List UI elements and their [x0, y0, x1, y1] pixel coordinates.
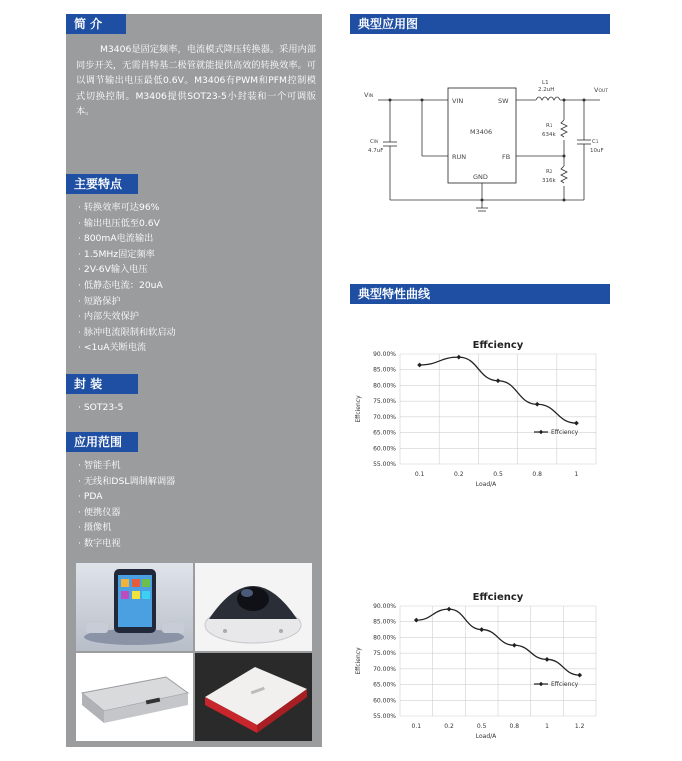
c1-sub: 1 — [595, 139, 599, 144]
apps-list — [78, 458, 175, 552]
package-list — [78, 400, 123, 416]
y-tick-label: 55.00% — [373, 713, 396, 720]
x-tick-label: 1 — [574, 471, 579, 478]
y-tick-label: 60.00% — [373, 697, 396, 705]
svg-text:CIN — [370, 139, 378, 145]
apps-title: 应用范围 — [66, 432, 138, 452]
application-circuit — [350, 70, 620, 220]
list-item: · 输出电压低至0.6V — [78, 216, 176, 232]
list-item: · 无线和DSL调制解调器 — [78, 474, 175, 490]
list-item: · 转换效率可达96% — [78, 200, 176, 216]
svg-text:VIN — [364, 91, 373, 99]
y-tick-label: 80.00% — [373, 382, 396, 390]
r2-sub: 2 — [549, 169, 553, 174]
r2-value: 316k — [542, 178, 556, 184]
l1-value: 2.2uH — [538, 87, 555, 93]
list-item: · 数字电视 — [78, 536, 175, 552]
svg-text:C1 — [592, 139, 599, 145]
list-item: · 内部失效保护 — [78, 309, 176, 325]
legend-label: Effciency — [551, 429, 579, 436]
vin-sub: IN — [368, 94, 374, 99]
product-photos — [76, 563, 312, 741]
y-tick-label: 90.00% — [373, 351, 396, 358]
r2-label: R — [546, 169, 550, 175]
pin-vin: VIN — [452, 97, 464, 105]
l1-label: L1 — [542, 80, 549, 86]
y-tick-label: 85.00% — [373, 618, 396, 626]
intro-title: 简 介 — [66, 14, 126, 34]
x-tick-label: 0.8 — [509, 723, 520, 730]
efficiency-chart-2 — [348, 588, 608, 748]
data-point — [545, 657, 550, 662]
efficiency-chart-1-svg — [348, 336, 608, 496]
r1-label: R — [546, 123, 550, 129]
x-tick-label: 0.2 — [444, 723, 454, 730]
y-axis-label: Effciency — [355, 395, 362, 423]
svg-text:VOUT — [594, 86, 608, 94]
data-point — [456, 355, 461, 360]
list-item: · SOT23-5 — [78, 400, 123, 416]
series-line — [420, 357, 577, 423]
y-tick-label: 80.00% — [373, 634, 396, 642]
package-title: 封 装 — [66, 374, 138, 394]
chart-title: Effciency — [472, 592, 524, 603]
x-tick-label: 0.1 — [414, 471, 425, 478]
x-tick-label: 0.5 — [493, 471, 503, 478]
list-item: · <1uA关断电流 — [78, 340, 176, 356]
x-tick-label: 1 — [545, 723, 549, 730]
y-tick-label: 65.00% — [373, 429, 396, 437]
data-point — [496, 378, 501, 383]
svg-text:R1 — [546, 123, 553, 129]
y-tick-label: 90.00% — [373, 603, 396, 610]
chip-name: M3406 — [470, 128, 493, 136]
features-list — [78, 200, 176, 356]
data-point — [447, 607, 452, 612]
cin-sub: IN — [373, 139, 379, 144]
data-point — [417, 363, 422, 368]
pin-gnd: GND — [473, 173, 488, 181]
camera-photo — [195, 563, 312, 651]
y-tick-label: 75.00% — [373, 398, 396, 406]
x-axis-label: Load/A — [475, 733, 497, 740]
x-tick-label: 0.8 — [532, 471, 542, 478]
vout-sub: OUT — [598, 89, 609, 94]
list-item: · 低静态电流：20uA — [78, 278, 176, 294]
pin-run: RUN — [452, 153, 467, 161]
left-panel — [66, 14, 322, 747]
efficiency-chart-2-svg — [348, 588, 608, 748]
pin-fb: FB — [502, 153, 511, 161]
y-tick-label: 75.00% — [373, 650, 396, 658]
svg-text:R2 — [546, 169, 553, 175]
legend-label: Effciency — [551, 681, 579, 688]
y-tick-label: 70.00% — [373, 665, 396, 673]
cin-value: 4.7uF — [368, 148, 384, 154]
phone-photo — [76, 563, 193, 651]
list-item: · 800mA电流输出 — [78, 231, 176, 247]
data-point — [512, 643, 517, 648]
list-item: · 智能手机 — [78, 458, 175, 474]
efficiency-chart-1 — [348, 336, 608, 496]
x-tick-label: 0.2 — [454, 471, 464, 478]
intro-text: M3406是固定频率，电流模式降压转换器。采用内部同步开关，无需肖特基二极管就能提供高效的转换效率。可以调节输出电压最低0.6V。M3406有PWM和PFM控制模式切换控制。M3406提供SOT23-5小封装和一个可调版本。 — [76, 44, 316, 117]
y-tick-label: 65.00% — [373, 681, 396, 689]
r1-value: 634k — [542, 132, 556, 138]
y-tick-label: 85.00% — [373, 366, 396, 374]
vin-label: V — [364, 91, 369, 99]
y-tick-label: 70.00% — [373, 413, 396, 421]
data-point — [574, 421, 579, 426]
tv-box-photo — [195, 653, 312, 741]
legend-marker — [539, 682, 543, 686]
curve-title: 典型特性曲线 — [350, 284, 610, 304]
x-tick-label: 0.1 — [411, 723, 422, 730]
list-item: · PDA — [78, 489, 175, 505]
modem-photo — [76, 653, 193, 741]
y-axis-label: Effciency — [355, 647, 362, 675]
features-title: 主要特点 — [66, 174, 138, 194]
list-item: · 便携仪器 — [78, 505, 175, 521]
cin-label: C — [370, 139, 374, 145]
list-item: · 摄像机 — [78, 520, 175, 536]
data-point — [479, 627, 484, 632]
c1-value: 10uF — [590, 148, 604, 154]
c1-label: C — [592, 139, 596, 145]
data-point — [577, 673, 582, 678]
y-tick-label: 55.00% — [373, 461, 396, 468]
list-item: · 短路保护 — [78, 294, 176, 310]
legend-marker — [539, 430, 543, 434]
y-tick-label: 60.00% — [373, 445, 396, 453]
data-point — [535, 402, 540, 407]
r1-sub: 1 — [549, 123, 553, 128]
chart-title: Effciency — [472, 340, 524, 351]
pin-sw: SW — [498, 97, 509, 105]
x-tick-label: 1.2 — [574, 723, 585, 730]
x-tick-label: 0.5 — [476, 723, 487, 730]
list-item: · 2V-6V输入电压 — [78, 262, 176, 278]
vout-label: V — [594, 86, 599, 94]
circuit-title: 典型应用图 — [350, 14, 610, 34]
x-axis-label: Load/A — [475, 481, 497, 488]
list-item: · 1.5MHz固定频率 — [78, 247, 176, 263]
list-item: · 脉冲电流限制和软启动 — [78, 325, 176, 341]
